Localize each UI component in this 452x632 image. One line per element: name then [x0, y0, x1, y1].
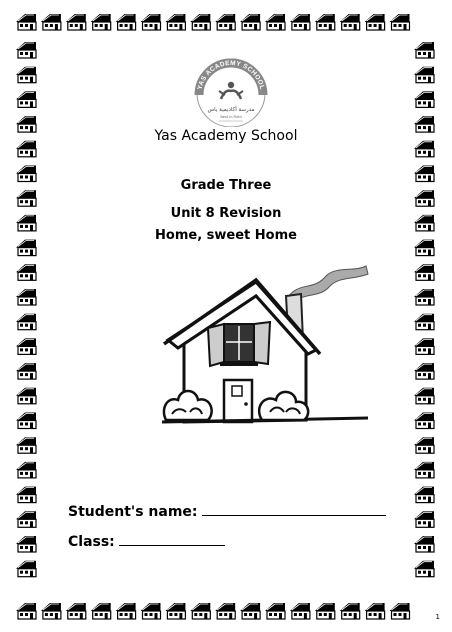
- border-house-icon: [190, 603, 210, 619]
- border-house-icon: [414, 413, 434, 429]
- border-house-icon: [414, 91, 434, 107]
- logo-motto: Best in Field: [220, 115, 242, 119]
- grade-heading: Grade Three: [180, 178, 272, 193]
- border-house-icon: [240, 14, 260, 30]
- border-house-icon: [315, 14, 335, 30]
- border-house-icon: [315, 603, 335, 619]
- border-house-icon: [16, 67, 36, 83]
- student-name-field[interactable]: [68, 504, 386, 520]
- border-house-icon: [290, 603, 310, 619]
- border-house-icon: [16, 462, 36, 478]
- border-house-icon: [16, 437, 36, 453]
- border-house-icon: [91, 14, 111, 30]
- border-house-icon: [414, 314, 434, 330]
- border-house-icon: [414, 338, 434, 354]
- border-house-icon: [414, 437, 434, 453]
- border-house-icon: [414, 289, 434, 305]
- border-house-icon: [414, 42, 434, 58]
- border-house-icon: [16, 289, 36, 305]
- border-house-icon: [414, 67, 434, 83]
- border-house-icon: [16, 561, 36, 577]
- house-icon: [158, 262, 373, 452]
- border-house-icon: [414, 536, 434, 552]
- border-house-icon: [240, 603, 260, 619]
- border-house-icon: [290, 14, 310, 30]
- border-house-icon: [16, 14, 36, 30]
- border-house-icon: [16, 91, 36, 107]
- border-house-icon: [16, 363, 36, 379]
- border-house-icon: [41, 14, 61, 30]
- border-house-icon: [414, 462, 434, 478]
- school-logo: [191, 55, 271, 127]
- border-house-icon: [141, 603, 161, 619]
- border-house-icon: [16, 264, 36, 280]
- border-house-icon: [16, 511, 36, 527]
- border-house-icon: [265, 603, 285, 619]
- worksheet-title: Home, sweet Home: [155, 228, 297, 243]
- border-house-icon: [16, 487, 36, 503]
- student-name-blank[interactable]: [202, 504, 386, 516]
- border-house-icon: [16, 314, 36, 330]
- class-label: Class:: [68, 534, 115, 550]
- border-house-icon: [390, 14, 410, 30]
- border-house-icon: [66, 14, 86, 30]
- border-house-icon: [41, 603, 61, 619]
- border-house-icon: [340, 603, 360, 619]
- border-house-icon: [414, 561, 434, 577]
- class-field[interactable]: [68, 534, 225, 550]
- school-name: Yas Academy School: [154, 128, 298, 144]
- border-house-icon: [91, 603, 111, 619]
- border-house-icon: [340, 14, 360, 30]
- border-house-icon: [16, 603, 36, 619]
- class-blank[interactable]: [119, 534, 225, 546]
- unit-heading: Unit 8 Revision: [170, 206, 282, 221]
- border-house-icon: [190, 14, 210, 30]
- border-house-icon: [165, 603, 185, 619]
- border-house-icon: [165, 14, 185, 30]
- logo-arabic-text: مدرسة أكاديمية ياس: [207, 107, 255, 113]
- border-house-icon: [66, 603, 86, 619]
- border-house-icon: [390, 603, 410, 619]
- border-house-icon: [16, 536, 36, 552]
- border-house-icon: [16, 413, 36, 429]
- border-house-icon: [365, 603, 385, 619]
- border-house-icon: [116, 603, 136, 619]
- border-house-icon: [414, 388, 434, 404]
- border-house-icon: [141, 14, 161, 30]
- border-house-icon: [116, 14, 136, 30]
- border-house-icon: [414, 487, 434, 503]
- border-house-icon: [414, 511, 434, 527]
- logo-arc-text: YAS ACADEMY SCHOOL: [196, 59, 266, 91]
- border-house-icon: [16, 338, 36, 354]
- border-house-icon: [414, 264, 434, 280]
- border-house-icon: [16, 42, 36, 58]
- border-house-icon: [265, 14, 285, 30]
- border-house-icon: [215, 14, 235, 30]
- border-house-icon: [16, 388, 36, 404]
- border-house-icon: [365, 14, 385, 30]
- border-house-icon: [414, 363, 434, 379]
- student-name-label: Student's name:: [68, 504, 198, 520]
- page-number: 1: [435, 613, 440, 621]
- border-house-icon: [215, 603, 235, 619]
